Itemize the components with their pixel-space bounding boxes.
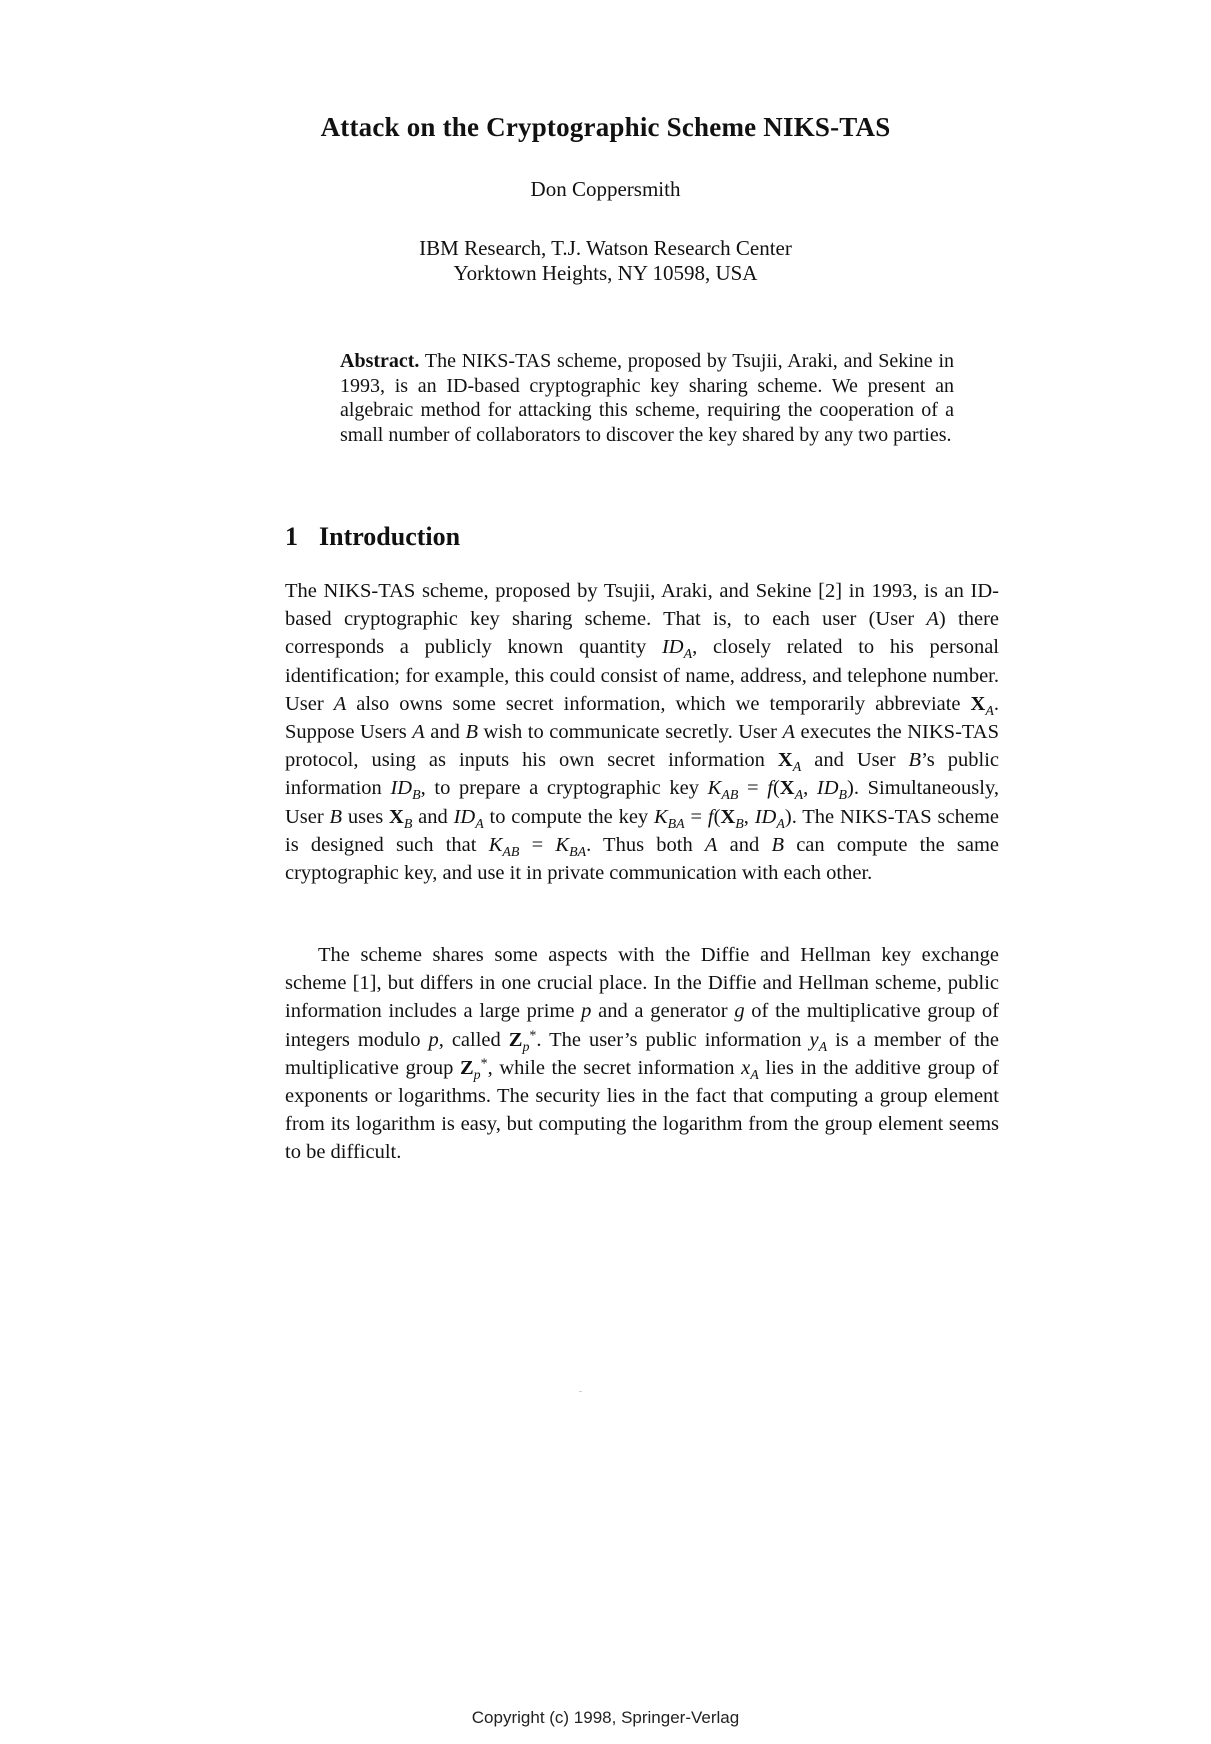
section-number: 1 [285,522,298,551]
paper-title: Attack on the Cryptographic Scheme NIKS-TAS [320,112,891,142]
author-name: Don Coppersmith [530,177,681,201]
section-heading-introduction [285,522,460,552]
affiliation-address: Yorktown Heights, NY 10598, USA [453,261,758,285]
paragraph-introduction-1: The NIKS-TAS scheme, proposed by Tsujii, Araki, and Sekine [2] in 1993, is an ID-based cryptographic key sharing scheme. That is, to each user (User A) there corresponds a publicly known quantity $ID_A$, closely related to his personal identification; for example, this could consist of name, address, and telephone number. User A also owns some secret information, which we temporarily abbreviate $X_A$. Suppose Users A and B wish to communicate secretly. User A executes the NIKS-TAS protocol, using as inputs his own secret information $X_A$ and User B’s public information $ID_B$, to prepare a cryptographic key $K_{AB} = f(X_A$, $ID_B$). Simultaneously, User B uses $X_B$ and $ID_A$ to compute the key $K_{BA} = f(X_B$, $ID_A$). The NIKS-TAS scheme is designed such that $K_{AB} = K_{BA}$. Thus both A and B can compute the same cryptographic key, and use it in private communication with each other. [285,580,1000,885]
abstract [340,349,954,447]
scan-artifact [579,1391,582,1392]
abstract-label: Abstract. [340,350,420,372]
paragraph-introduction-2: The scheme shares some aspects with the Diffie and Hellman key exchange scheme [1], but differs in one crucial place. In the Diffie and Hellman scheme, public information includes a large prime p and a generator g of the multiplicative group of integers modulo p, called $Z_p^*$. The user’s public information $y_A$ is a member of the multiplicative group $Z_p^*$, while the secret information $x_A$ lies in the additive group of exponents or logarithms. The security lies in the fact that computing a group element from its logarithm is easy, but computing the logarithm from the group element seems to be difficult. [285,944,999,1164]
copyright-footer: Copyright (c) 1998, Springer-Verlag [471,1708,740,1727]
section-title: Introduction [319,522,461,551]
affiliation-institution: IBM Research, T.J. Watson Research Center [419,236,792,260]
abstract-text: The NIKS-TAS scheme, proposed by Tsujii, Araki, and Sekine in 1993, is an ID-based cryptographic key sharing scheme. We present an algebraic method for attacking this scheme, requiring the cooperation of a small number of collaborators to discover the key shared by any two parties. [340,350,954,446]
